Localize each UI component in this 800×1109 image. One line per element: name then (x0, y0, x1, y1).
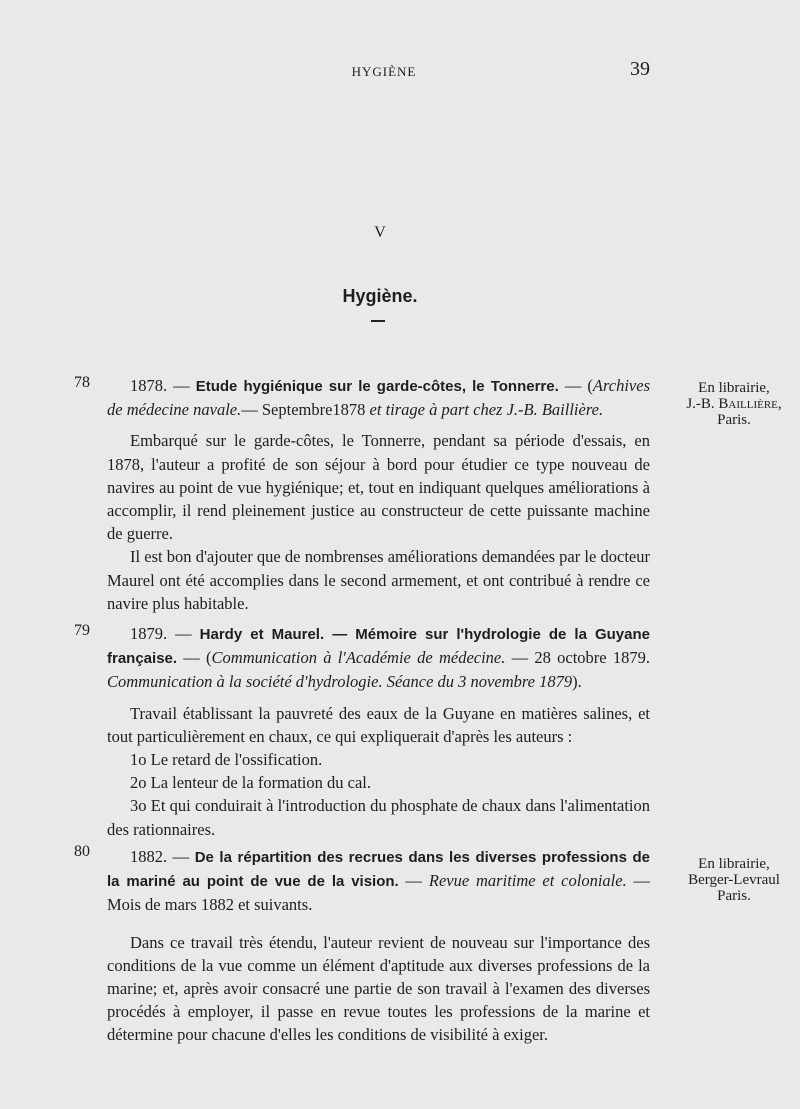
entry-79-source1: Communication à l'Académie de médecine. (211, 648, 506, 668)
entry-80-year: 1882. — (130, 847, 195, 866)
entry-78-side-line1: En librairie, (698, 380, 770, 396)
entry-79-paragraph-1: Travail établissant la pauvreté des eaux de la Guyane en matières salines, et tout particulièrement en chaux, ce qui expliquerait d'après les auteurs : (107, 703, 650, 746)
entry-79-title: Hardy et Maurel. — Mémoire sur l'hydrologie de la Guyane française. (107, 626, 651, 668)
entry-78-heading (107, 374, 650, 421)
entry-80 (107, 845, 650, 1047)
entry-79-heading (107, 622, 650, 694)
entry-78-side-line3: Paris. (717, 412, 751, 428)
entry-80-side-line2: Berger-Levraul (688, 872, 780, 888)
entry-80-heading (107, 845, 650, 917)
entry-79 (107, 622, 650, 841)
section-title: Hygiène. (342, 286, 418, 306)
entry-number-78: 78 (74, 374, 90, 391)
entry-78 (107, 374, 650, 615)
entry-80-sep2: — Mois de mars 1882 et suivants. (107, 871, 651, 915)
page-number: 39 (630, 58, 650, 80)
entry-number-80: 80 (74, 843, 90, 860)
entry-79-sep2: — 28 octobre 1879. (505, 648, 650, 668)
entry-78-source2: et tirage à part chez J.-B. Baillière. (369, 400, 604, 420)
entry-78-side-line2: J.-B. Baillière, (686, 396, 782, 412)
entry-79-source2: Communication à la société d'hydrologie. Séance du 3 novembre 1879 (107, 672, 573, 692)
entry-79-item-1: 1o Le retard de l'ossification. (130, 750, 323, 770)
entry-79-item-2: 2o La lenteur de la formation du cal. (130, 773, 371, 793)
entry-79-item-3: 3o Et qui conduirait à l'introduction du phosphate de chaux dans l'alimentation des rationnaires. (107, 796, 650, 839)
entry-80-title: De la répartition des recrues dans les diverses professions de la mariné au point de vue de la vision. (107, 849, 651, 891)
entry-78-year: 1878. — (130, 376, 196, 395)
entry-number-79: 79 (74, 622, 90, 639)
entry-80-side-note (668, 856, 800, 904)
entry-78-source1: Archives de médecine navale. (107, 376, 651, 420)
section-rule (371, 320, 385, 322)
entry-78-paragraph-1: Embarqué sur le garde-côtes, le Tonnerre, pendant sa période d'essais, en 1878, l'auteur a profité de son séjour à bord pour étudier ce type nouveau de navires au point de vue hygiénique; et, tout en indiquant quelques améliorations à accomplir, il rend pleinement justice au constructeur de cette puissante machine de guerre. (107, 431, 650, 544)
entry-80-side-line3: Paris. (717, 888, 751, 904)
entry-80-sep1: — (398, 871, 429, 891)
entry-79-year: 1879. — (130, 624, 200, 643)
entry-79-sep3: ). (572, 672, 582, 692)
entry-80-source1: Revue maritime et coloniale. (428, 871, 627, 891)
entry-79-sep1: — ( (177, 648, 212, 668)
entry-78-paragraph-2: Il est bon d'ajouter que de nombrenses améliorations demandées par le docteur Maurel ont été accomplies dans le second armement, et ont contribué à rendre ce navire plus habitable. (107, 547, 650, 613)
entry-80-paragraph-1: Dans ce travail très étendu, l'auteur revient de nouveau sur l'importance des conditions de la vue comme un élément d'aptitude aux diverses professions de la marine; et, après avoir consacré une partie de son travail à l'examen des diverses procédés à employer, il passe en revue toutes les professions de la marine et détermine pour chacune d'elles les conditions de visibilité à exiger. (107, 932, 650, 1045)
running-header-title: HYGIÈNE (351, 64, 417, 79)
entry-80-side-line1: En librairie, (698, 856, 770, 872)
entry-78-title: Etude hygiénique sur le garde-côtes, le Tonnerre. (195, 378, 559, 395)
entry-78-side-note (668, 380, 800, 428)
entry-78-sep1: — ( (558, 376, 593, 395)
section-number: V (374, 224, 386, 241)
entry-78-sep2: — Septembre1878 (241, 400, 370, 420)
